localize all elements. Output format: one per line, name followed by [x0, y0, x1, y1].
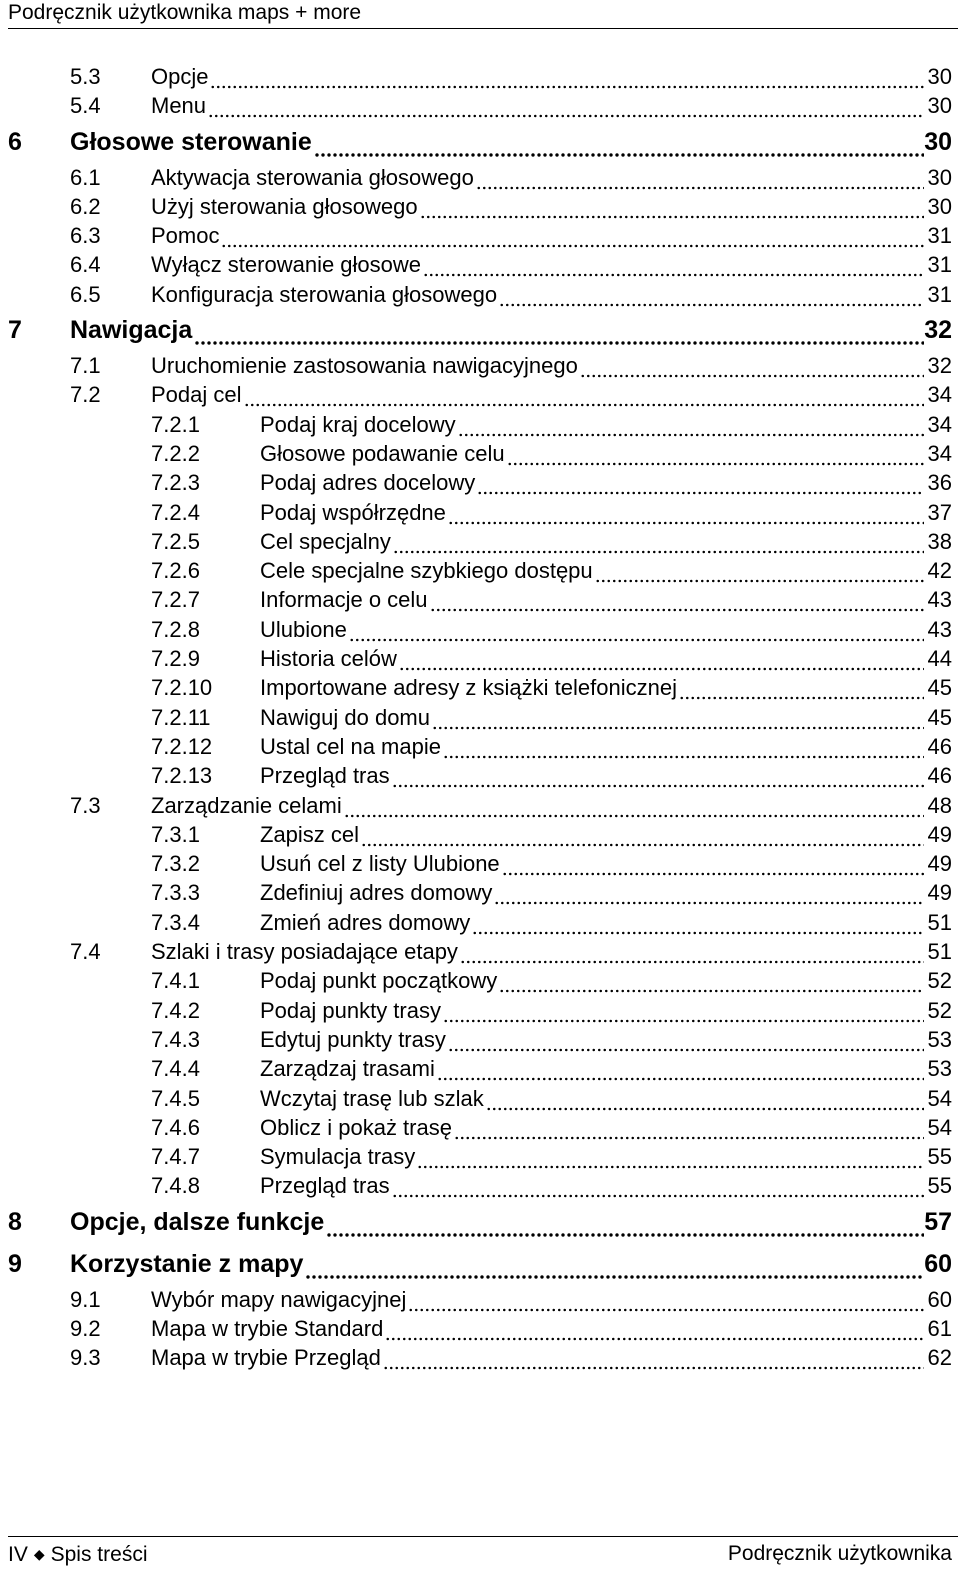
toc-entry-number: 7.2.5: [151, 528, 200, 554]
toc-entry-page: 60: [927, 1286, 952, 1312]
toc-entry[interactable]: [0, 1243, 960, 1285]
toc-entry-page: 45: [927, 704, 952, 730]
dot-leader: [349, 615, 924, 644]
toc-entry-leader: [70, 309, 924, 351]
toc-entry-page: 38: [927, 528, 952, 554]
toc-entry-title: Usuń cel z listy Ulubione: [260, 851, 500, 877]
toc-entry[interactable]: [0, 966, 960, 995]
toc-entry-leader: [260, 1054, 924, 1083]
toc-entry-page: 60: [924, 1249, 952, 1278]
toc-entry-number: 7.2.9: [151, 646, 200, 672]
toc-entry-leader: [151, 221, 924, 250]
toc-entry-page: 49: [927, 821, 952, 847]
toc-entry-title: Cele specjalne szybkiego dostępu: [260, 558, 593, 584]
dot-leader: [454, 1113, 924, 1142]
toc-entry-leader: [151, 1314, 924, 1343]
toc-entry-number: 7.4.5: [151, 1085, 200, 1111]
toc-entry-title: Głosowe sterowanie: [70, 127, 312, 156]
toc-entry-page: 46: [927, 733, 952, 759]
toc-entry-number: 7.3.2: [151, 851, 200, 877]
toc-entry-title: Zarządzaj trasami: [260, 1056, 435, 1082]
toc-entry[interactable]: [0, 908, 960, 937]
toc-entry-title: Korzystanie z mapy: [70, 1249, 304, 1278]
dot-leader: [430, 585, 924, 614]
toc-entry-page: 51: [927, 909, 952, 935]
toc-entry-page: 51: [927, 939, 952, 965]
dot-leader: [477, 468, 924, 497]
dot-leader: [314, 121, 924, 163]
dot-leader: [595, 556, 924, 585]
toc-entry-title: Nawigacja: [70, 316, 193, 345]
toc-entry-title: Szlaki i trasy posiadające etapy: [151, 939, 458, 965]
toc-entry-number: 6: [8, 127, 22, 156]
dot-leader: [443, 996, 924, 1025]
toc-entry-leader: [260, 1171, 924, 1200]
dot-leader: [244, 380, 924, 409]
toc-entry-leader: [260, 849, 924, 878]
toc-entry-title: Przegląd tras: [260, 763, 390, 789]
dot-leader: [399, 644, 924, 673]
toc-entry-number: 7.2.11: [151, 704, 211, 730]
page-header: [8, 0, 958, 29]
toc-entry-number: 7.2.3: [151, 470, 200, 496]
dot-leader: [458, 410, 924, 439]
toc-entry[interactable]: [0, 121, 960, 163]
toc-entry-title: Podaj współrzędne: [260, 499, 446, 525]
toc-entry-page: 34: [927, 382, 952, 408]
toc-entry-leader: [260, 1113, 924, 1142]
toc-entry-leader: [151, 1285, 924, 1314]
toc-entry-title: Oblicz i pokaż trasę: [260, 1114, 452, 1140]
toc-entry[interactable]: [0, 673, 960, 702]
toc-entry-leader: [260, 615, 924, 644]
toc-entry[interactable]: [0, 644, 960, 673]
toc-entry-number: 7.3.3: [151, 880, 200, 906]
toc-entry-leader: [260, 908, 924, 937]
toc-entry-title: Pomoc: [151, 223, 220, 249]
toc-entry-leader: [151, 192, 924, 221]
toc-entry-leader: [70, 1243, 924, 1285]
toc-entry-leader: [151, 280, 924, 309]
toc-entry-number: 7.1: [70, 353, 101, 379]
dot-leader: [305, 1243, 924, 1285]
dot-leader: [393, 527, 924, 556]
toc-entry-number: 5.4: [70, 93, 101, 119]
toc-entry-page: 45: [927, 675, 952, 701]
toc-entry-leader: [151, 791, 924, 820]
toc-entry-title: Ustal cel na mapie: [260, 733, 441, 759]
toc-entry-leader: [260, 585, 924, 614]
dot-leader: [210, 62, 924, 91]
toc-entry[interactable]: [0, 1201, 960, 1243]
dot-leader: [423, 250, 924, 279]
toc-entry-leader: [151, 163, 924, 192]
toc-entry-number: 7.4.2: [151, 997, 200, 1023]
dot-leader: [383, 1343, 924, 1372]
toc-entry-leader: [151, 937, 924, 966]
dot-leader: [448, 498, 924, 527]
toc-entry-page: 30: [927, 93, 952, 119]
toc-entry-title: Menu: [151, 93, 207, 119]
toc-entry[interactable]: [0, 849, 960, 878]
toc-entry-number: 9.3: [70, 1345, 101, 1371]
toc-entry[interactable]: [0, 1142, 960, 1171]
toc-entry[interactable]: [0, 732, 960, 761]
toc-entry-title: Cel specjalny: [260, 528, 391, 554]
toc-entry-title: Głosowe podawanie celu: [260, 440, 505, 466]
dot-leader: [476, 163, 924, 192]
toc-entry-leader: [260, 878, 924, 907]
dot-leader: [499, 966, 924, 995]
toc-entry-page: 62: [927, 1345, 952, 1371]
toc-entry[interactable]: [0, 1054, 960, 1083]
toc-entry[interactable]: [0, 1314, 960, 1343]
toc-entry-title: Konfiguracja sterowania głosowego: [151, 281, 498, 307]
toc-entry-leader: [260, 439, 924, 468]
toc-entry[interactable]: [0, 468, 960, 497]
toc-entry[interactable]: [0, 351, 960, 380]
dot-leader: [221, 221, 924, 250]
toc-entry-title: Wyłącz sterowanie głosowe: [151, 252, 422, 278]
toc-entry-leader: [151, 380, 924, 409]
toc-entry[interactable]: [0, 761, 960, 790]
toc-entry[interactable]: [0, 1113, 960, 1142]
toc-entry[interactable]: [0, 62, 960, 91]
toc-entry-page: 34: [927, 440, 952, 466]
toc-entry-page: 49: [927, 880, 952, 906]
toc-entry-title: Symulacja trasy: [260, 1144, 416, 1170]
toc-entry-page: 57: [924, 1207, 952, 1236]
toc-entry-number: 9.2: [70, 1315, 101, 1341]
toc-entry-page: 31: [927, 281, 952, 307]
toc-entry-leader: [260, 966, 924, 995]
toc-entry-page: 44: [927, 646, 952, 672]
dot-leader: [580, 351, 924, 380]
toc-entry-leader: [260, 1142, 924, 1171]
toc-entry[interactable]: [0, 996, 960, 1025]
toc-entry[interactable]: [0, 937, 960, 966]
toc-entry-leader: [260, 673, 924, 702]
toc-entry[interactable]: [0, 1171, 960, 1200]
page-footer: [8, 1536, 958, 1571]
toc-entry-leader: [260, 410, 924, 439]
header-title: Podręcznik użytkownika maps + more: [8, 1, 362, 24]
dot-leader: [392, 761, 924, 790]
footer-right: Podręcznik użytkownika: [727, 1542, 952, 1565]
toc-entry[interactable]: [0, 91, 960, 120]
toc-entry-page: 55: [927, 1173, 952, 1199]
toc-entry[interactable]: [0, 192, 960, 221]
toc-entry-title: Informacje o celu: [260, 587, 428, 613]
toc-entry-page: 34: [927, 411, 952, 437]
toc-entry-page: 54: [927, 1114, 952, 1140]
toc-entry-title: Podaj punkt początkowy: [260, 968, 498, 994]
toc-entry-leader: [260, 761, 924, 790]
toc-entry-leader: [151, 250, 924, 279]
toc-entry-number: 6.4: [70, 252, 101, 278]
toc-entry-leader: [260, 996, 924, 1025]
dot-leader: [432, 703, 924, 732]
toc-entry-number: 6.1: [70, 164, 101, 190]
toc-entry-leader: [260, 644, 924, 673]
table-of-contents: [0, 62, 960, 1373]
toc-entry-title: Podaj kraj docelowy: [260, 411, 456, 437]
toc-entry-page: 43: [927, 587, 952, 613]
dot-leader: [437, 1054, 924, 1083]
toc-entry-title: Podaj cel: [151, 382, 242, 408]
toc-entry-page: 52: [927, 968, 952, 994]
toc-entry-number: 7.3: [70, 792, 101, 818]
dot-leader: [507, 439, 924, 468]
toc-entry-title: Mapa w trybie Standard: [151, 1315, 384, 1341]
toc-entry[interactable]: [0, 703, 960, 732]
dot-leader: [385, 1314, 924, 1343]
dot-leader: [494, 878, 924, 907]
toc-entry[interactable]: [0, 791, 960, 820]
toc-entry-number: 7.4.7: [151, 1144, 200, 1170]
toc-entry-title: Podaj punkty trasy: [260, 997, 441, 1023]
toc-entry-page: 54: [927, 1085, 952, 1111]
toc-entry-page: 61: [927, 1315, 952, 1341]
toc-entry-leader: [260, 468, 924, 497]
toc-entry-number: 7.2.13: [151, 763, 213, 789]
toc-entry-title: Wczytaj trasę lub szlak: [260, 1085, 484, 1111]
toc-entry-page: 49: [927, 851, 952, 877]
toc-entry-number: 7.2: [70, 382, 101, 408]
toc-entry-title: Nawiguj do domu: [260, 704, 430, 730]
dot-leader: [420, 192, 924, 221]
toc-entry-number: 7.4.4: [151, 1056, 200, 1082]
toc-entry-leader: [260, 1084, 924, 1113]
dot-leader: [361, 820, 924, 849]
toc-entry-leader: [260, 527, 924, 556]
toc-entry[interactable]: [0, 498, 960, 527]
toc-entry-number: 7.4.6: [151, 1114, 200, 1140]
dot-leader: [460, 937, 924, 966]
toc-entry-page: 43: [927, 616, 952, 642]
toc-entry-title: Importowane adresy z książki telefonicznej: [260, 675, 677, 701]
toc-entry-title: Edytuj punkty trasy: [260, 1026, 446, 1052]
toc-entry[interactable]: [0, 1025, 960, 1054]
toc-entry[interactable]: [0, 1343, 960, 1372]
toc-entry[interactable]: [0, 250, 960, 279]
toc-entry[interactable]: [0, 556, 960, 585]
toc-entry-title: Wybór mapy nawigacyjnej: [151, 1286, 407, 1312]
toc-entry-number: 6.2: [70, 193, 101, 219]
toc-entry-number: 7.2.7: [151, 587, 200, 613]
toc-entry[interactable]: [0, 878, 960, 907]
toc-entry-number: 7.4.3: [151, 1026, 200, 1052]
toc-entry-title: Użyj sterowania głosowego: [151, 193, 418, 219]
toc-entry-page: 32: [924, 316, 952, 345]
toc-entry-leader: [151, 351, 924, 380]
toc-entry-title: Opcje, dalsze funkcje: [70, 1207, 325, 1236]
dot-leader: [344, 791, 924, 820]
toc-entry-page: 37: [927, 499, 952, 525]
dot-leader: [502, 849, 924, 878]
toc-entry[interactable]: [0, 527, 960, 556]
toc-entry-leader: [70, 121, 924, 163]
toc-entry[interactable]: [0, 615, 960, 644]
toc-entry-number: 7.2.6: [151, 558, 200, 584]
dot-leader: [417, 1142, 924, 1171]
toc-entry-leader: [260, 498, 924, 527]
dot-leader: [486, 1084, 924, 1113]
toc-entry-number: 9.1: [70, 1286, 101, 1312]
dot-leader: [408, 1285, 924, 1314]
toc-entry-title: Mapa w trybie Przegląd: [151, 1345, 381, 1371]
toc-entry-leader: [260, 556, 924, 585]
toc-entry-title: Zapisz cel: [260, 821, 360, 847]
diamond-icon: ◆: [33, 1546, 45, 1562]
footer-page-label: IV: [8, 1543, 28, 1566]
toc-entry-leader: [151, 1343, 924, 1372]
toc-entry-number: 7.4: [70, 939, 101, 965]
toc-entry-title: Zmień adres domowy: [260, 909, 471, 935]
toc-entry-number: 7.2.12: [151, 733, 213, 759]
toc-entry[interactable]: [0, 163, 960, 192]
toc-entry-page: 55: [927, 1144, 952, 1170]
toc-entry-leader: [260, 703, 924, 732]
dot-leader: [679, 673, 924, 702]
toc-entry-number: 5.3: [70, 64, 101, 89]
dot-leader: [443, 732, 924, 761]
toc-entry-title: Podaj adres docelowy: [260, 470, 476, 496]
dot-leader: [472, 908, 924, 937]
toc-entry-page: 53: [927, 1026, 952, 1052]
toc-entry-number: 7.3.1: [151, 821, 200, 847]
dot-leader: [499, 280, 924, 309]
dot-leader: [208, 91, 924, 120]
toc-entry[interactable]: [0, 309, 960, 351]
toc-entry-title: Uruchomienie zastosowania nawigacyjnego: [151, 353, 578, 379]
toc-entry-page: 30: [927, 164, 952, 190]
toc-entry-title: Zdefiniuj adres domowy: [260, 880, 493, 906]
toc-entry-leader: [260, 1025, 924, 1054]
toc-entry-page: 30: [924, 127, 952, 156]
toc-entry-number: 9: [8, 1249, 22, 1278]
toc-entry-number: 7.4.1: [151, 968, 200, 994]
toc-entry[interactable]: [0, 820, 960, 849]
toc-entry-number: 7.2.10: [151, 675, 213, 701]
toc-entry-page: 42: [927, 558, 952, 584]
toc-entry-page: 46: [927, 763, 952, 789]
toc-entry[interactable]: [0, 439, 960, 468]
toc-entry-leader: [151, 91, 924, 120]
toc-entry-title: Ulubione: [260, 616, 347, 642]
toc-entry[interactable]: [0, 221, 960, 250]
dot-leader: [392, 1171, 924, 1200]
toc-entry-leader: [70, 1201, 924, 1243]
toc-entry-leader: [151, 62, 924, 91]
toc-entry-title: Zarządzanie celami: [151, 792, 342, 818]
toc-entry-number: 7.3.4: [151, 909, 200, 935]
toc-entry-page: 52: [927, 997, 952, 1023]
toc-entry-number: 7.2.1: [151, 411, 200, 437]
toc-entry-leader: [260, 820, 924, 849]
toc-entry-number: 7.2.8: [151, 616, 200, 642]
toc-entry-number: 7: [8, 316, 22, 345]
dot-leader: [326, 1201, 924, 1243]
toc-entry[interactable]: [0, 280, 960, 309]
toc-entry-page: 53: [927, 1056, 952, 1082]
toc-entry-title: Historia celów: [260, 646, 397, 672]
toc-entry-page: 31: [927, 223, 952, 249]
toc-entry-page: 32: [927, 353, 952, 379]
toc-entry-number: 6.3: [70, 223, 101, 249]
toc-entry-page: 36: [927, 470, 952, 496]
toc-entry-number: 7.2.4: [151, 499, 200, 525]
toc-entry[interactable]: [0, 585, 960, 614]
toc-entry-title: Aktywacja sterowania głosowego: [151, 164, 474, 190]
toc-entry-number: 7.4.8: [151, 1173, 200, 1199]
footer-left: [8, 1541, 147, 1568]
toc-entry-page: 30: [927, 193, 952, 219]
toc-entry[interactable]: [0, 1285, 960, 1314]
toc-entry-page: 30: [927, 64, 952, 89]
dot-leader: [194, 309, 924, 351]
toc-entry-leader: [260, 732, 924, 761]
dot-leader: [448, 1025, 924, 1054]
toc-entry[interactable]: [0, 380, 960, 409]
toc-entry[interactable]: [0, 1084, 960, 1113]
toc-entry-number: 6.5: [70, 281, 101, 307]
toc-entry-number: 7.2.2: [151, 440, 200, 466]
toc-entry-title: Opcje: [151, 64, 209, 89]
toc-entry-page: 31: [927, 252, 952, 278]
toc-entry-title: Przegląd tras: [260, 1173, 390, 1199]
footer-section: Spis treści: [50, 1543, 148, 1566]
toc-entry-number: 8: [8, 1207, 22, 1236]
toc-entry-page: 48: [927, 792, 952, 818]
toc-entry[interactable]: [0, 410, 960, 439]
